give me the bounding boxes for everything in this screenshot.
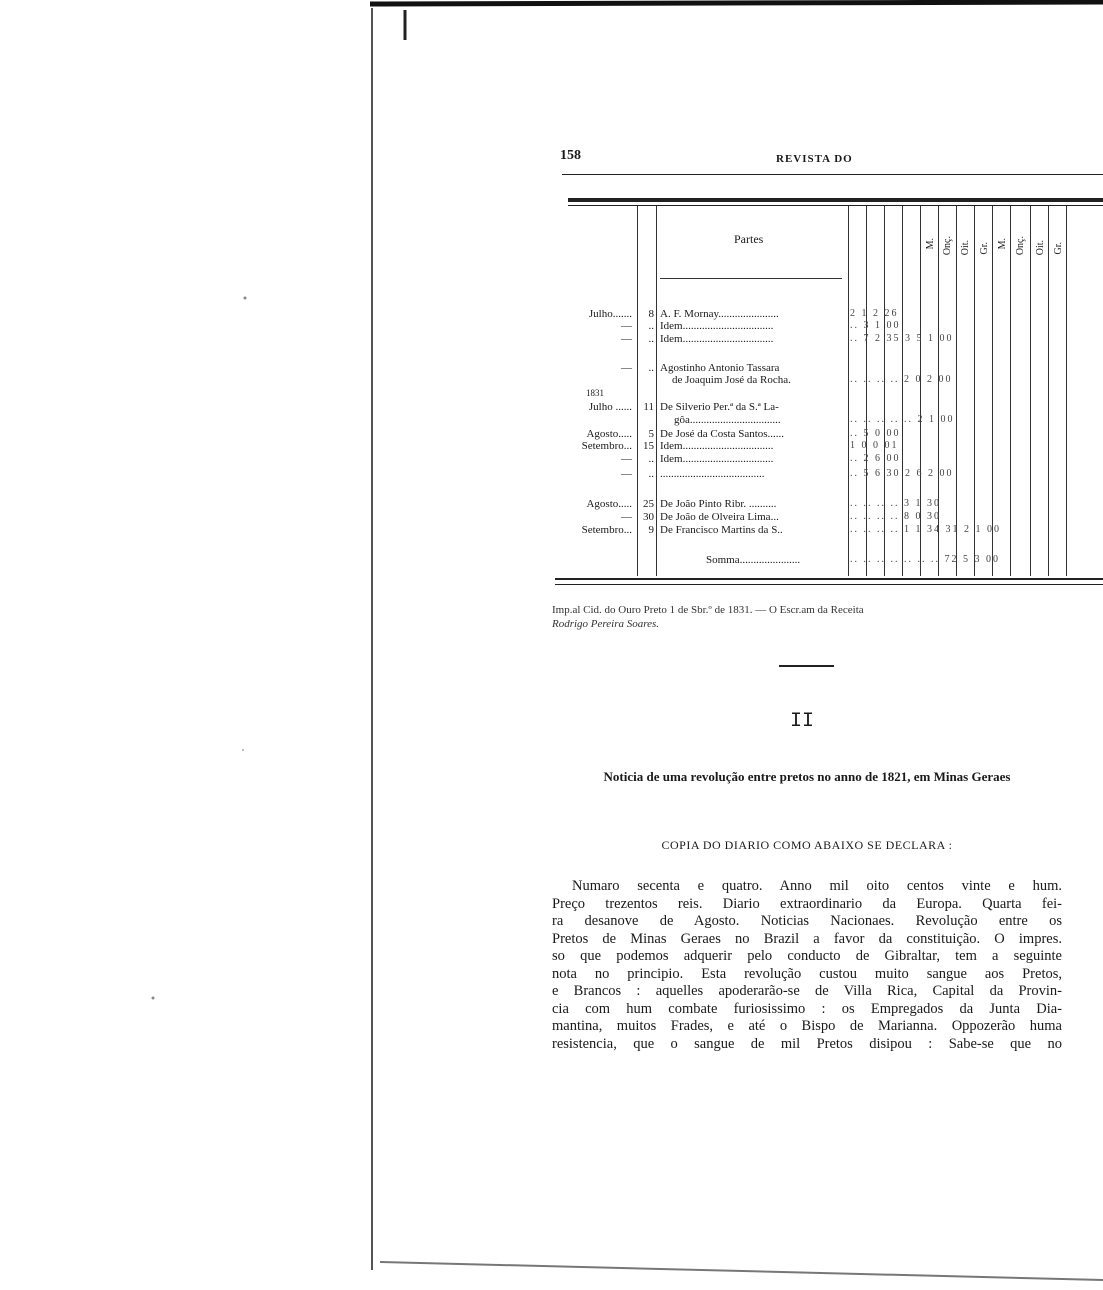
- body-line: cia com hum combate furiosissimo : os Empregados da Junta Dia-: [552, 1000, 1062, 1017]
- unit-header: Onç.: [1015, 236, 1026, 256]
- row-values: .. .. .. .. .. .. .. 72 5 3 00: [850, 554, 1000, 565]
- row-party: Idem.................................: [660, 333, 774, 345]
- row-values: [850, 362, 1100, 374]
- row-values: .. 2 6 00: [850, 453, 901, 464]
- row-day: ..: [648, 362, 654, 374]
- footnote-signature: Rodrigo Pereira Soares.: [552, 618, 660, 630]
- row-party: A. F. Mornay......................: [660, 308, 779, 320]
- row-party: de Joaquim José da Rocha.: [672, 374, 791, 386]
- row-month: —: [621, 333, 632, 345]
- footnote-line: Imp.al Cid. do Ouro Preto 1 de Sbr.º de 1831. — O Escr.am da Receita: [552, 604, 864, 616]
- row-values: .. .. .. .. 1 1 34 31 2 1 00: [850, 524, 1001, 535]
- row-month: Agosto.....: [586, 428, 632, 440]
- table-top-rule: [568, 198, 1103, 202]
- header-underline: [660, 278, 842, 279]
- body-line: resistencia, que o sangue de mil Pretos disipou : Sabe-se que no: [552, 1035, 1062, 1052]
- header-rule: [562, 174, 1103, 175]
- row-month: Setembro...: [581, 524, 632, 536]
- row-party: ......................................: [660, 468, 765, 480]
- row-party: De João Pinto Ribr. ..........: [660, 498, 777, 510]
- section-divider: [779, 665, 834, 667]
- row-month: 1831: [586, 388, 604, 398]
- body-line: ra desanove de Agosto. Noticias Nacionaes. Revolução entre os: [552, 913, 1062, 929]
- body-line: Preço trezentos reis. Diario extraordinario da Europa. Quarta fei-: [552, 895, 1062, 912]
- partes-header: Partes: [734, 232, 764, 246]
- row-values: .. .. .. .. 3 1 30: [850, 498, 941, 509]
- table-col-divider: [656, 206, 657, 576]
- row-day: 15: [643, 440, 654, 452]
- table-bottom-rule: [555, 578, 1103, 580]
- table-top-rule-thin: [568, 205, 1103, 206]
- row-day: ..: [648, 333, 654, 345]
- row-day: 9: [648, 524, 654, 536]
- unit-header: M.: [997, 238, 1008, 250]
- row-party: gôa.................................: [674, 414, 781, 426]
- body-line: Numaro secenta e quatro. Anno mil oito centos vinte e hum.: [572, 878, 1062, 894]
- row-day: [636, 414, 654, 426]
- row-values: 2 1 2 26: [850, 308, 899, 319]
- row-values: .. .. .. .. .. 2 1 00: [850, 414, 955, 425]
- row-month: Julho.......: [588, 308, 632, 320]
- row-values: .. 5 6 30 2 6 2 00: [850, 468, 954, 479]
- table-footnote: [552, 603, 864, 631]
- row-day: 30: [643, 511, 654, 523]
- row-month: Agosto.....: [586, 498, 632, 510]
- row-party: De João de Olveira Lima...: [660, 511, 779, 523]
- unit-header: M.: [925, 238, 936, 250]
- row-values: .. 5 0 00: [850, 428, 901, 439]
- row-month: [548, 374, 632, 386]
- unit-header: Gr.: [1053, 242, 1064, 255]
- section-number: II: [790, 710, 815, 733]
- row-month: —: [621, 511, 632, 523]
- unit-header: Gr.: [979, 242, 990, 255]
- body-line: nota no principio. Esta revolução custou muito sangue aos Pretos,: [552, 965, 1062, 982]
- row-party: Somma......................: [706, 554, 801, 566]
- table-col-divider: [848, 206, 849, 576]
- row-day: [636, 374, 654, 386]
- page-number: 158: [560, 148, 581, 163]
- row-party: De Silverio Per.ª da S.ª La-: [660, 401, 779, 413]
- row-month: —: [621, 320, 632, 332]
- row-party: Idem.................................: [660, 440, 774, 452]
- row-day: 5: [648, 428, 654, 440]
- row-values: .. .. .. .. 8 0 30: [850, 511, 941, 522]
- body-line: mantina, muitos Frades, e até o Bispo de Marianna. Oppozerão huma: [552, 1018, 1062, 1034]
- row-values: .. 3 1 00: [850, 320, 901, 331]
- row-values: 1 0 0 01: [850, 440, 899, 451]
- row-party: Agostinho Antonio Tassara: [660, 362, 780, 374]
- row-month: —: [621, 362, 632, 374]
- unit-header: Onç.: [942, 236, 953, 256]
- body-line: e Brancos : aquelles apoderarão-se de Villa Rica, Capital da Provin-: [552, 983, 1062, 999]
- running-title: REVISTA DO: [776, 153, 853, 165]
- row-month: Julho ......: [588, 401, 632, 413]
- unit-header: Oit.: [1035, 240, 1046, 256]
- row-day: ..: [648, 320, 654, 332]
- row-party: De José da Costa Santos......: [660, 428, 785, 440]
- row-party: Idem.................................: [660, 453, 774, 465]
- row-party: De Francisco Martins da S..: [660, 524, 783, 536]
- row-month: —: [621, 468, 632, 480]
- row-values: .. .. .. .. 2 0 2 00: [850, 374, 953, 385]
- row-day: 25: [643, 498, 654, 510]
- table-bottom-rule-thin: [555, 584, 1103, 585]
- unit-header: Oit.: [960, 240, 971, 256]
- body-line: so que podemos adquerir pelo conducto de Gibraltar, tem a seguinte: [552, 948, 1062, 964]
- row-month: —: [621, 453, 632, 465]
- section-subtitle: COPIA DO DIARIO COMO ABAIXO SE DECLARA :: [661, 838, 953, 852]
- row-day: ..: [648, 468, 654, 480]
- row-day: 8: [648, 308, 654, 320]
- row-day: ..: [648, 453, 654, 465]
- row-day: 11: [643, 401, 654, 413]
- row-party: Idem.................................: [660, 320, 774, 332]
- row-values: .. 7 2 35 3 5 1 00: [850, 333, 954, 344]
- body-paragraph: [552, 878, 1062, 1053]
- body-line: Pretos de Minas Geraes no Brazil a favor da constituição. O impres.: [552, 930, 1062, 947]
- row-month: [548, 414, 632, 426]
- row-month: Setembro...: [581, 440, 632, 452]
- row-values: [850, 401, 1100, 413]
- section-title: Noticia de uma revolução entre pretos no anno de 1821, em Minas Geraes: [603, 769, 1011, 784]
